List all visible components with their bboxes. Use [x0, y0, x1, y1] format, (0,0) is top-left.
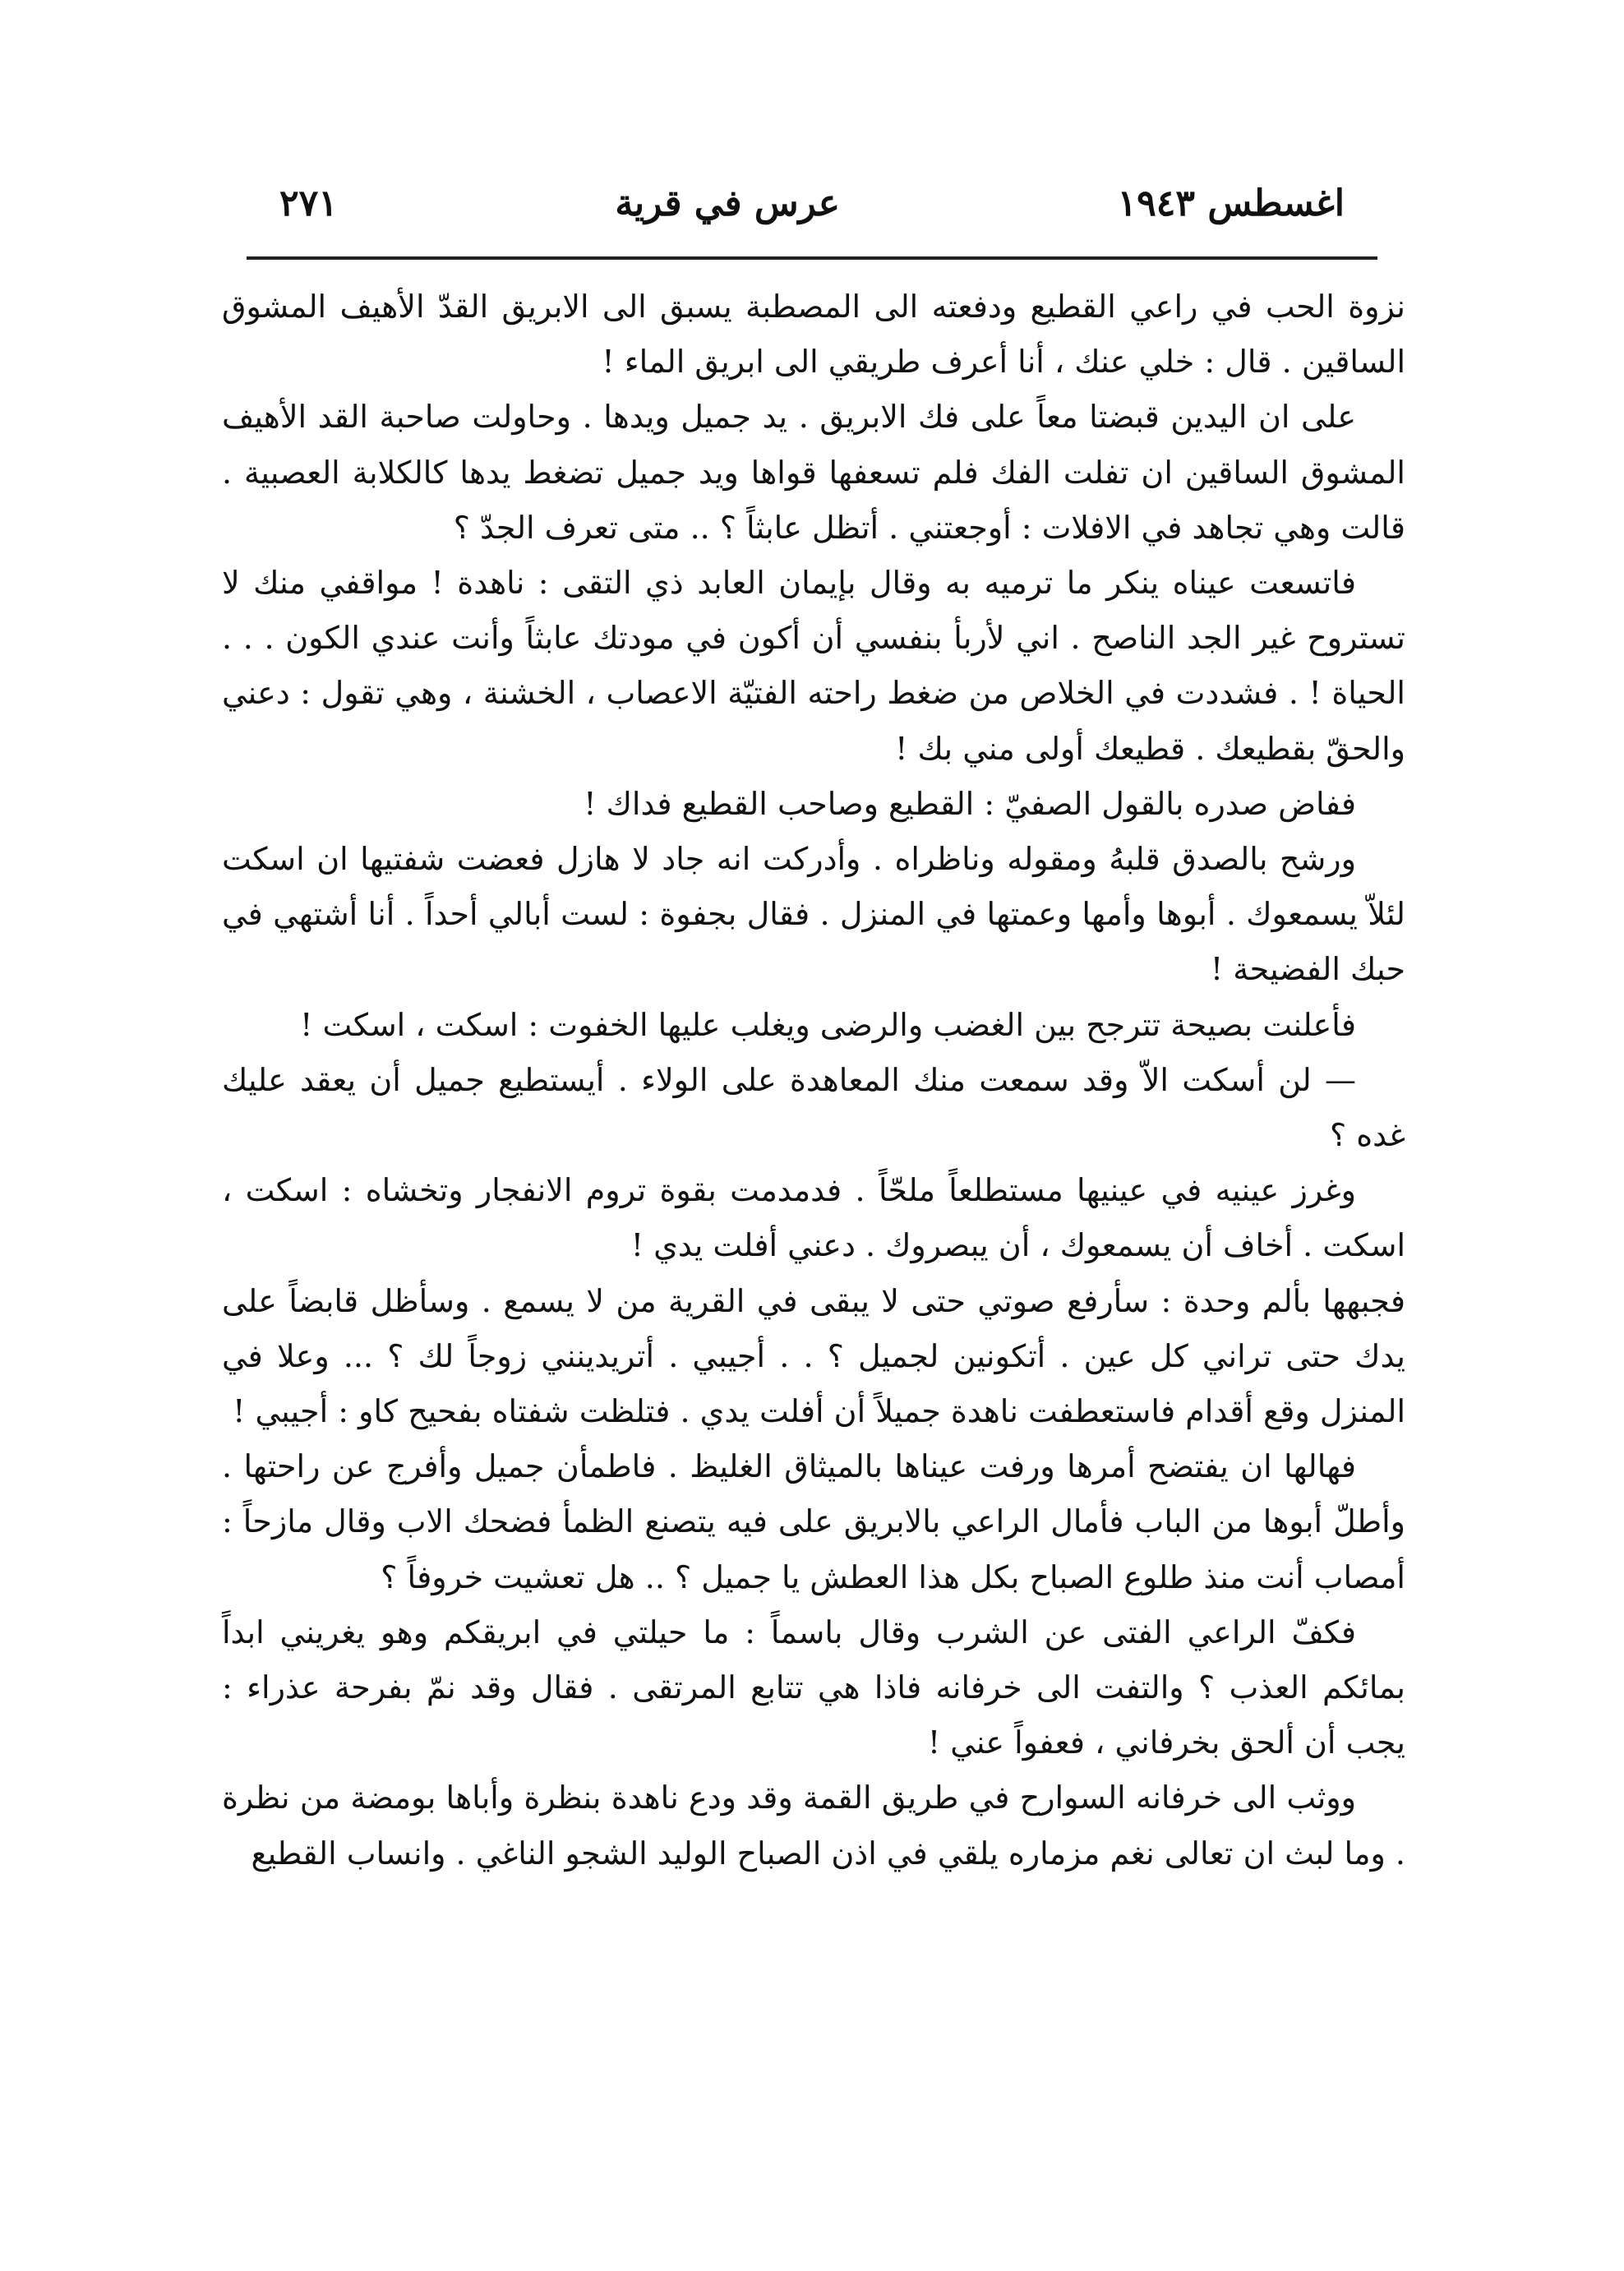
paragraph: وغرز عينيه في عينيها مستطلعاً ملحّاً . فدمدمت بقوة تروم الانفجار وتخشاه : اسكت ، اسكت . أخاف أن يسمعوك ، أن يبصروك . دعني أفلت يدي ! — [222, 1172, 1405, 1264]
running-head — [279, 174, 1345, 232]
paragraph: فاتسعت عيناه ينكر ما ترميه به وقال بإيمان العابد ذي التقى : ناهدة ! مواقفي منك لا تستروح غير الجد الناصح . اني لأربأ بنفسي أن أكون في مودتك عابثاً وأنت عندي الكون . . . الحياة ! . فشددت في الخلاص من ضغط راحته الفتيّة الاعصاب ، الخشنة ، وهي تقول : دعني والحقّ بقطيعك . قطيعك أولى مني بك ! — [222, 565, 1405, 767]
paragraph: ورشح بالصدق قلبهُ ومقوله وناظراه . وأدركت انه جاد لا هازل فعضت شفتيها ان اسكت لئلاّ يسمعوك . أبوها وأمها وعمتها في المنزل . فقال بجفوة : لست أبالي أحداً . أنا أشتهي في حبك الفضيحة ! — [222, 841, 1405, 988]
paragraph: فكفّ الراعي الفتى عن الشرب وقال باسماً : ما حيلتي في ابريقكم وهو يغريني ابداً بمائكم العذب ؟ والتفت الى خرفانه فاذا هي تتابع المرتقى . فقال وقد نمّ بفرحة عذراء : يجب أن ألحق بخرفاني ، فعفواً عني ! — [222, 1613, 1405, 1761]
paragraph: فهالها ان يفتضح أمرها ورفت عيناها بالميثاق الغليظ . فاطمأن جميل وأفرج عن راحتها . وأطلّ أبوها من الباب فأمال الراعي بالابريق على فيه يتصنع الظمأ فضحك الاب وقال مازحاً : أمصاب أنت منذ طلوع الصباح بكل هذا العطش يا جميل ؟ .. هل تعشيت خروفاً ؟ — [222, 1448, 1405, 1595]
paragraph: على ان اليدين قبضتا معاً على فك الابريق . يد جميل ويدها . وحاولت صاحبة القد الأهيف المشوق الساقين ان تفلت الفك فلم تسعفها قواها ويد جميل تضغط يدها كالكلابة العصبية . قالت وهي تجاهد في الافلات : أوجعتني . أتظل عابثاً ؟ .. متى تعرف الجدّ ؟ — [222, 399, 1405, 546]
paragraph: فجبهها بألم وحدة : سأرفع صوتي حتى لا يبقى في القرية من لا يسمع . وسأظل قابضاً على يدك حتى تراني كل عين . أتكونين لجميل ؟ . . أجيبي . أتريدينني زوجاً لك ؟ ... وعلا في المنزل وقع أقدام فاستعطفت ناهدة جميلاً أن أفلت يدي . فتلظت شفتاه بفحيح كاو : أجيبي ! — [222, 1282, 1405, 1430]
paragraph: ووثب الى خرفانه السوارح في طريق القمة وقد ودع ناهدة بنظرة وأباها بومضة من نظرة . وما لبث ان تعالى نغم مزماره يلقي في اذن الصباح الوليد الشجو الناغي . وانساب القطيع — [222, 1779, 1405, 1872]
page-number: ٢٧١ — [279, 182, 338, 224]
body-text — [222, 279, 1405, 1881]
paragraph: — لن أسكت الاّ وقد سمعت منك المعاهدة على الولاء . أيستطيع جميل أن يعقد عليك غده ؟ — [222, 1061, 1405, 1154]
header-rule — [247, 256, 1377, 260]
paragraph: نزوة الحب في راعي القطيع ودفعته الى المصطبة يسبق الى الابريق القدّ الأهيف المشوق الساقين . قال : خلي عنك ، أنا أعرف طريقي الى ابريق الماء ! — [222, 288, 1405, 381]
header-title: عرس في قرية — [615, 182, 841, 224]
paragraph: ففاض صدره بالقول الصفيّ : القطيع وصاحب القطيع فداك ! — [584, 785, 1356, 822]
header-date: اغسطس ١٩٤٣ — [1117, 182, 1345, 224]
paragraph: فأعلنت بصيحة تترجح بين الغضب والرضى ويغلب عليها الخفوت : اسكت ، اسكت ! — [300, 1006, 1356, 1043]
